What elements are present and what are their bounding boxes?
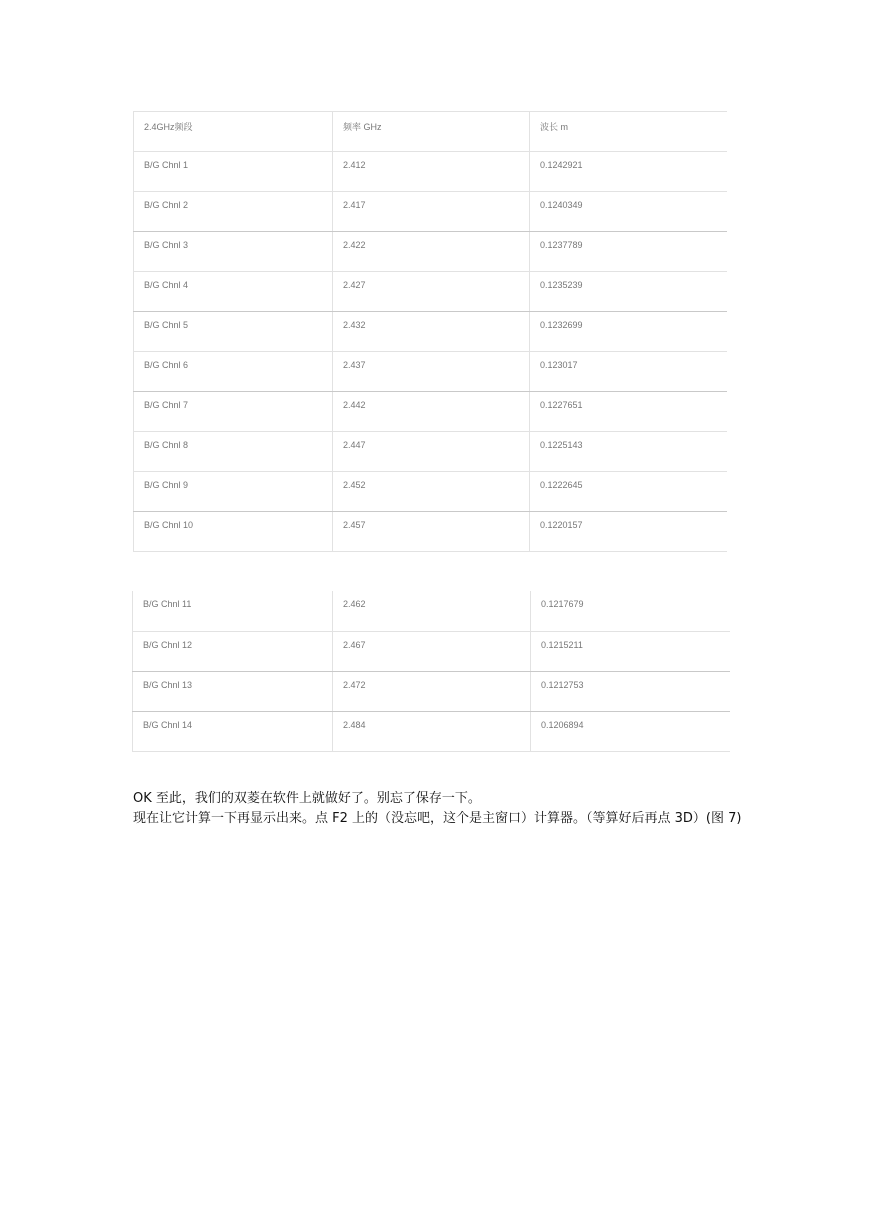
table-header-row xyxy=(134,112,727,152)
wavelength-cell: 0.1212753 xyxy=(531,671,730,711)
table-row xyxy=(134,432,727,472)
wavelength-cell: 0.1235239 xyxy=(530,272,727,312)
frequency-cell: 2.432 xyxy=(333,312,530,352)
frequency-cell: 2.422 xyxy=(333,232,530,272)
table-row xyxy=(133,711,730,751)
table-row xyxy=(133,631,730,671)
wavelength-cell: 0.1227651 xyxy=(530,392,727,432)
frequency-cell: 2.427 xyxy=(333,272,530,312)
wavelength-cell: 0.1215211 xyxy=(531,631,730,671)
header-wavelength: 波长 m xyxy=(530,112,727,152)
wavelength-cell: 0.1237789 xyxy=(530,232,727,272)
table-row xyxy=(133,591,730,631)
table-row xyxy=(134,352,727,392)
paragraph: OK 至此，我们的双菱在软件上就做好了。别忘了保存一下。 xyxy=(133,791,481,806)
wavelength-cell: 0.1242921 xyxy=(530,152,727,192)
channel-cell: B/G Chnl 14 xyxy=(133,711,333,751)
wavelength-cell: 0.1220157 xyxy=(530,512,727,552)
table-row xyxy=(134,192,727,232)
channel-cell: B/G Chnl 7 xyxy=(134,392,333,432)
wavelength-cell: 0.1240349 xyxy=(530,192,727,232)
channel-frequency-table-top xyxy=(133,111,727,552)
table-row xyxy=(134,152,727,192)
channel-cell: B/G Chnl 1 xyxy=(134,152,333,192)
frequency-cell: 2.412 xyxy=(333,152,530,192)
channel-cell: B/G Chnl 3 xyxy=(134,232,333,272)
wavelength-cell: 0.1206894 xyxy=(531,711,730,751)
table-row xyxy=(134,512,727,552)
wavelength-cell: 0.1217679 xyxy=(531,591,730,631)
table-row xyxy=(134,392,727,432)
header-band: 2.4GHz频段 xyxy=(134,112,333,152)
body-text xyxy=(133,789,753,829)
channel-cell: B/G Chnl 5 xyxy=(134,312,333,352)
table-row xyxy=(134,232,727,272)
frequency-cell: 2.437 xyxy=(333,352,530,392)
table-row xyxy=(134,472,727,512)
channel-cell: B/G Chnl 9 xyxy=(134,472,333,512)
channel-cell: B/G Chnl 4 xyxy=(134,272,333,312)
wavelength-cell: 0.123017 xyxy=(530,352,727,392)
wavelength-cell: 0.1225143 xyxy=(530,432,727,472)
paragraph: 现在让它计算一下再显示出来。点 F2 上的（没忘吧，这个是主窗口）计算器。（等算好后再点 3D）(图 7) xyxy=(133,811,742,826)
frequency-cell: 2.442 xyxy=(333,392,530,432)
channel-cell: B/G Chnl 11 xyxy=(133,591,333,631)
frequency-cell: 2.462 xyxy=(333,591,531,631)
channel-frequency-table-bottom xyxy=(132,591,730,752)
table-row xyxy=(133,671,730,711)
frequency-cell: 2.472 xyxy=(333,671,531,711)
channel-cell: B/G Chnl 8 xyxy=(134,432,333,472)
channel-cell: B/G Chnl 10 xyxy=(134,512,333,552)
frequency-cell: 2.452 xyxy=(333,472,530,512)
frequency-cell: 2.447 xyxy=(333,432,530,472)
frequency-cell: 2.467 xyxy=(333,631,531,671)
channel-cell: B/G Chnl 12 xyxy=(133,631,333,671)
channel-cell: B/G Chnl 2 xyxy=(134,192,333,232)
frequency-cell: 2.484 xyxy=(333,711,531,751)
frequency-cell: 2.417 xyxy=(333,192,530,232)
channel-cell: B/G Chnl 13 xyxy=(133,671,333,711)
frequency-cell: 2.457 xyxy=(333,512,530,552)
table-row xyxy=(134,272,727,312)
table-row xyxy=(134,312,727,352)
header-frequency: 频率 GHz xyxy=(333,112,530,152)
channel-cell: B/G Chnl 6 xyxy=(134,352,333,392)
wavelength-cell: 0.1222645 xyxy=(530,472,727,512)
wavelength-cell: 0.1232699 xyxy=(530,312,727,352)
